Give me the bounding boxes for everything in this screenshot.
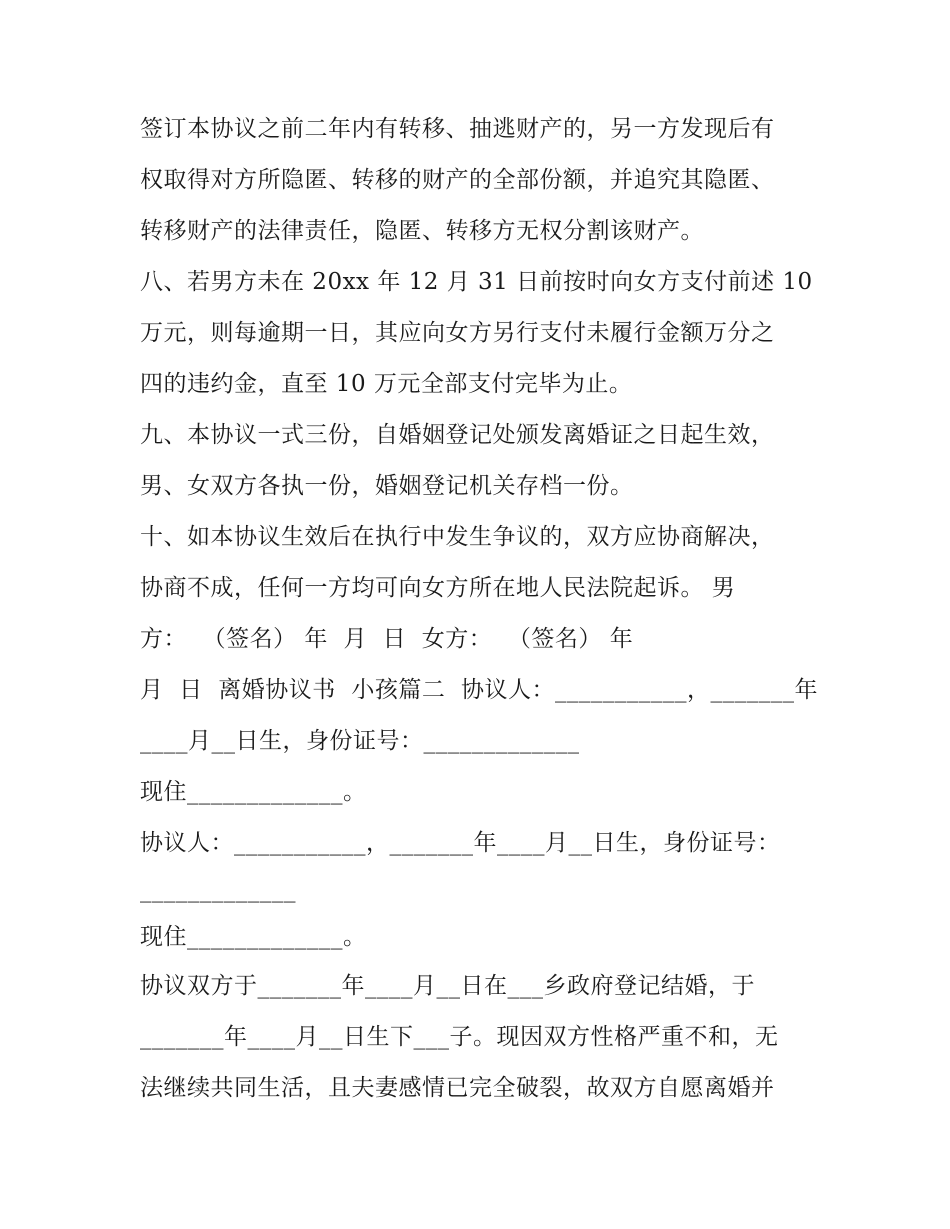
text-line: 九、本协议一式三份，自婚姻登记处颁发离婚证之日起生效， bbox=[140, 422, 775, 448]
text-line: _______年____月__日生下___子。现因双方性格严重不和，无 bbox=[140, 1024, 779, 1050]
text-line: 协议双方于_______年____月__日在___乡政府登记结婚，于 bbox=[140, 973, 755, 999]
text-line: 十、如本协议生效后在执行中发生争议的，双方应协商解决， bbox=[140, 524, 775, 550]
text-line: _____________ bbox=[140, 877, 296, 903]
text-line: ____月__日生，身份证号：_____________ bbox=[140, 728, 580, 754]
text-line: 现住_____________。 bbox=[140, 779, 367, 805]
text-line: 四的违约金，直至 10 万元全部支付完毕为止。 bbox=[140, 371, 633, 397]
text-line: 万元，则每逾期一日，其应向女方另行支付未履行金额万分之 bbox=[140, 320, 775, 346]
text-line: 现住_____________。 bbox=[140, 924, 367, 950]
text-line: 方： （签名） 年 月 日 女方： （签名） 年 bbox=[140, 626, 634, 652]
text-line: 八、若男方未在 20xx 年 12 月 31 日前按时向女方支付前述 10 bbox=[140, 269, 813, 295]
text-line: 签订本协议之前二年内有转移、抽逃财产的，另一方发现后有 bbox=[140, 116, 775, 142]
text-line: 协商不成，任何一方均可向女方所在地人民法院起诉。 男 bbox=[140, 575, 736, 601]
text-line: 协议人：___________，_______年____月__日生，身份证号： bbox=[140, 830, 781, 856]
text-line: 权取得对方所隐匿、转移的财产的全部份额，并追究其隐匿、 bbox=[140, 167, 775, 193]
text-line: 转移财产的法律责任，隐匿、转移方无权分割该财产。 bbox=[140, 218, 704, 244]
text-line: 月 日 离婚协议书 小孩篇二 协议人：___________，_______年 bbox=[140, 677, 818, 703]
text-line: 法继续共同生活，且夫妻感情已完全破裂，故双方自愿离婚并 bbox=[140, 1075, 775, 1101]
text-line: 男、女双方各执一份，婚姻登记机关存档一份。 bbox=[140, 473, 634, 499]
